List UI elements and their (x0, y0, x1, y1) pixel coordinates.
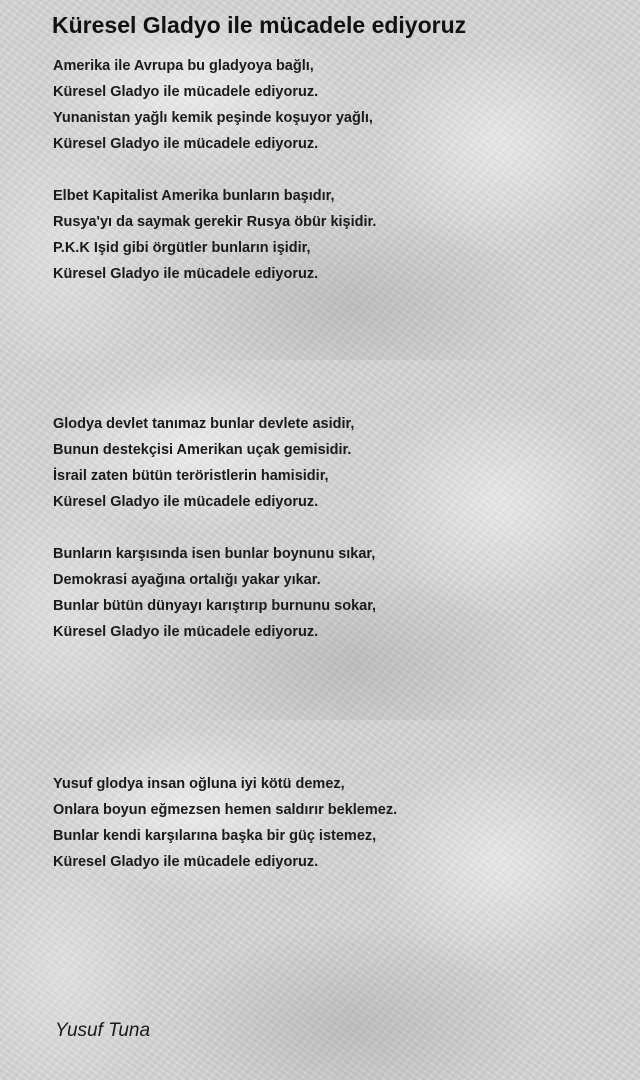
poem-line: Bunların karşısında isen bunlar boynunu sıkar, (53, 546, 376, 562)
poem-line: Küresel Gladyo ile mücadele ediyoruz. (53, 84, 319, 100)
poem-line: Yusuf glodya insan oğluna iyi kötü demez, (53, 776, 345, 792)
stanza-3 (53, 411, 354, 515)
poem-line: Küresel Gladyo ile mücadele ediyoruz. (53, 136, 319, 152)
poem-line: Amerika ile Avrupa bu gladyoya bağlı, (53, 58, 314, 74)
poem-line: Küresel Gladyo ile mücadele ediyoruz. (53, 854, 319, 870)
poem-line: Glodya devlet tanımaz bunlar devlete asidir, (53, 416, 355, 432)
poem-line: Demokrasi ayağına ortalığı yakar yıkar. (53, 572, 321, 588)
poem-title: Küresel Gladyo ile mücadele ediyoruz (52, 12, 467, 38)
poem-line: Rusya'yı da saymak gerekir Rusya öbür kişidir. (53, 214, 377, 230)
stanza-1 (53, 53, 373, 157)
poem-line: Onlara boyun eğmezsen hemen saldırır beklemez. (53, 802, 398, 818)
poem-line: Bunlar kendi karşılarına başka bir güç istemez, (53, 828, 377, 844)
poem-line: İsrail zaten bütün teröristlerin hamisidir, (53, 468, 329, 484)
poem-line: Elbet Kapitalist Amerika bunların başıdır, (53, 188, 335, 204)
poem-line: Küresel Gladyo ile mücadele ediyoruz. (53, 624, 319, 640)
stanza-2 (53, 183, 376, 287)
poem-line: Yunanistan yağlı kemik peşinde koşuyor yağlı, (53, 110, 373, 126)
poem-line: Küresel Gladyo ile mücadele ediyoruz. (53, 494, 319, 510)
stanza-5 (53, 771, 397, 875)
poem-line: Bunlar bütün dünyayı karıştırıp burnunu sokar, (53, 598, 377, 614)
poem-line: P.K.K Işid gibi örgütler bunların işidir, (53, 240, 311, 256)
poem-line: Küresel Gladyo ile mücadele ediyoruz. (53, 266, 319, 282)
poem-author: Yusuf Tuna (55, 1020, 151, 1041)
stanza-4 (53, 541, 376, 645)
poem-line: Bunun destekçisi Amerikan uçak gemisidir. (53, 442, 352, 458)
